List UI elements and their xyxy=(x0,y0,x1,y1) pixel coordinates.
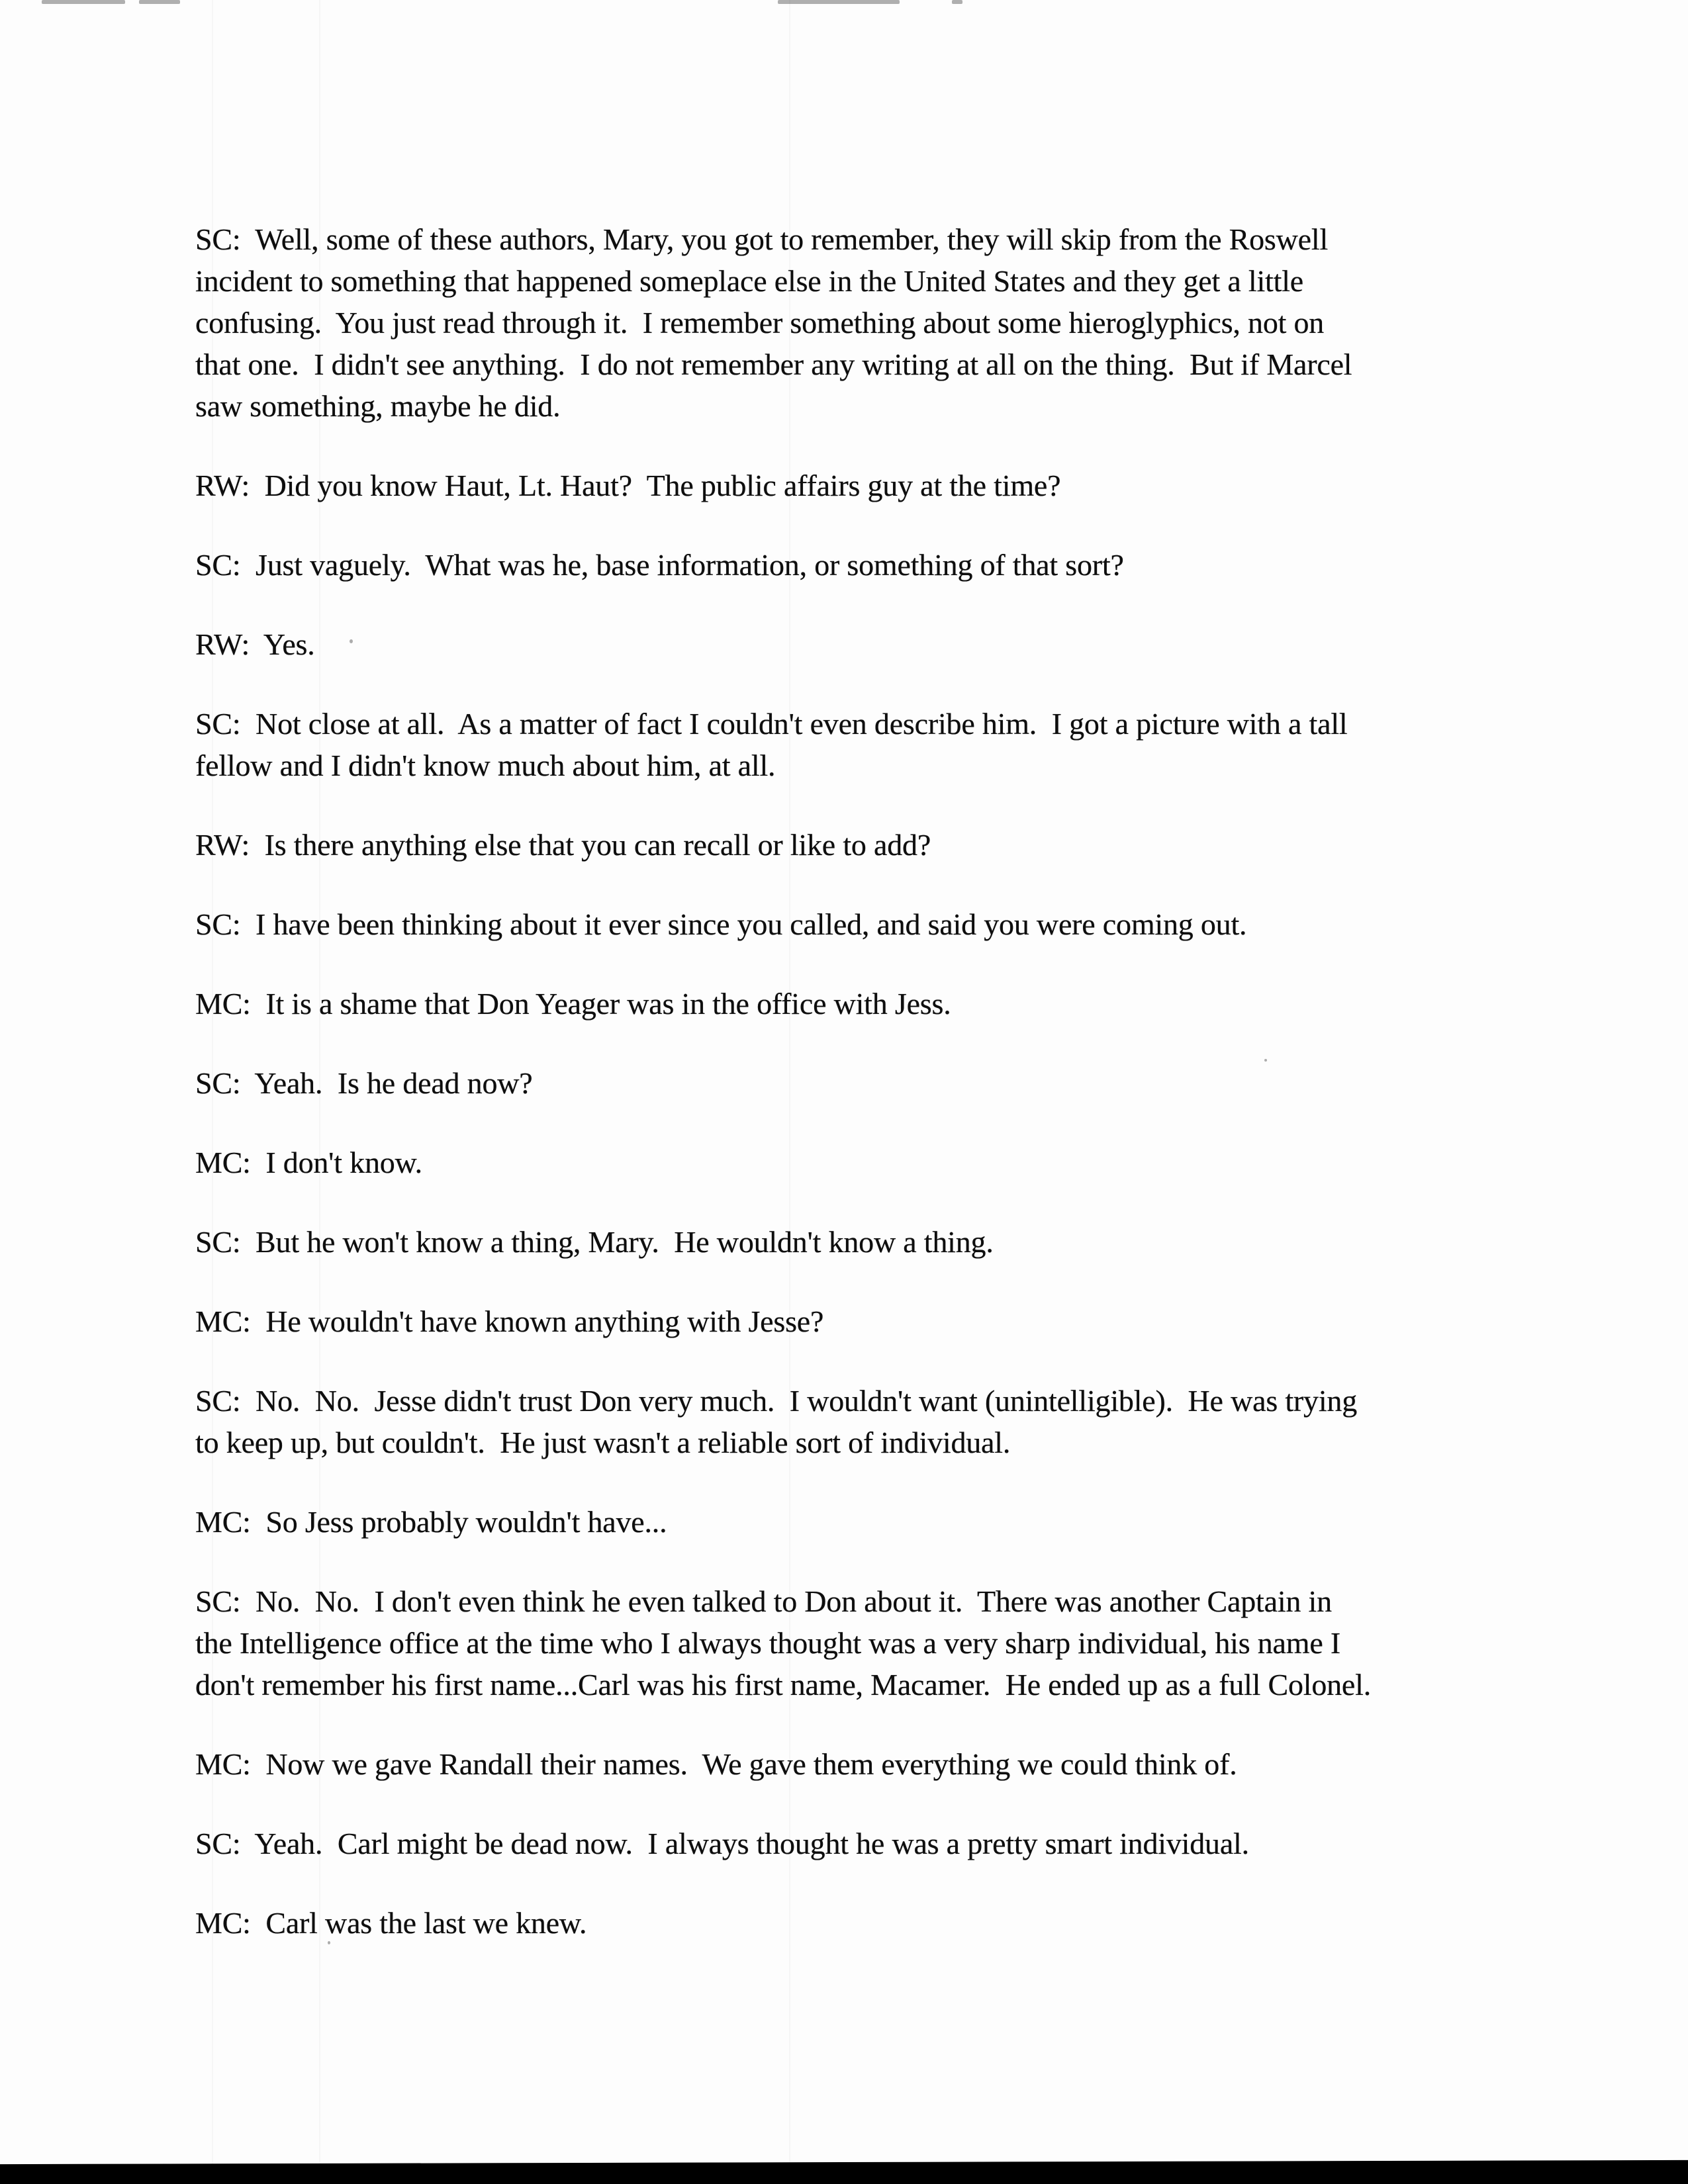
transcript-line: fellow and I didn't know much about him, at all. xyxy=(195,749,776,782)
transcript-line: MC: He wouldn't have known anything with Jesse? xyxy=(195,1304,824,1338)
transcript-line: MC: Carl was the last we knew. xyxy=(195,1906,587,1940)
transcript-line: that one. I didn't see anything. I do not remember any writing at all on the thing. But if Marcel xyxy=(195,347,1352,381)
transcript-turn xyxy=(195,1221,1569,1263)
transcript-line: SC: But he won't know a thing, Mary. He wouldn't know a thing. xyxy=(195,1225,994,1259)
transcript-turn xyxy=(195,1380,1569,1463)
transcript-line: SC: Yeah. Carl might be dead now. I always thought he was a pretty smart individual. xyxy=(195,1827,1249,1860)
transcript-line: SC: No. No. Jesse didn't trust Don very much. I wouldn't want (unintelligible). He was trying xyxy=(195,1384,1357,1418)
transcript-turn xyxy=(195,1501,1569,1543)
transcript-line: to keep up, but couldn't. He just wasn't a reliable sort of individual. xyxy=(195,1426,1011,1459)
transcript-line: RW: Did you know Haut, Lt. Haut? The public affairs guy at the time? xyxy=(195,469,1061,502)
transcript-line: SC: Not close at all. As a matter of fact I couldn't even describe him. I got a picture with a tall xyxy=(195,707,1348,741)
transcript-turn xyxy=(195,1580,1569,1706)
scan-bottom-bar-artifact xyxy=(0,2160,1688,2184)
transcript-turn xyxy=(195,1823,1569,1864)
transcript-turn xyxy=(195,1062,1569,1104)
transcript-line: MC: I don't know. xyxy=(195,1146,422,1179)
transcript-turn xyxy=(195,544,1569,586)
transcript-line: saw something, maybe he did. xyxy=(195,389,561,423)
transcript-line: don't remember his first name...Carl was his first name, Macamer. He ended up as a full Colonel. xyxy=(195,1668,1372,1702)
transcript-line: RW: Yes. xyxy=(195,627,315,661)
transcript-line: SC: I have been thinking about it ever since you called, and said you were coming out. xyxy=(195,907,1247,941)
transcript-turn xyxy=(195,703,1569,786)
interview-transcript xyxy=(195,218,1569,1981)
transcript-turn xyxy=(195,1902,1569,1944)
transcript-line: SC: Yeah. Is he dead now? xyxy=(195,1066,533,1100)
transcript-line: incident to something that happened someplace else in the United States and they get a little xyxy=(195,264,1303,298)
transcript-turn xyxy=(195,465,1569,506)
transcript-line: RW: Is there anything else that you can recall or like to add? xyxy=(195,828,931,862)
scan-noise-dash xyxy=(42,0,125,4)
transcript-turn xyxy=(195,623,1569,665)
transcript-line: MC: So Jess probably wouldn't have... xyxy=(195,1505,667,1539)
transcript-line: MC: It is a shame that Don Yeager was in the office with Jess. xyxy=(195,987,951,1021)
scan-noise-dash xyxy=(952,0,962,4)
transcript-line: SC: No. No. I don't even think he even talked to Don about it. There was another Captain in xyxy=(195,1584,1332,1618)
transcript-line: SC: Just vaguely. What was he, base information, or something of that sort? xyxy=(195,548,1124,582)
transcript-turn xyxy=(195,1743,1569,1785)
transcript-line: MC: Now we gave Randall their names. We gave them everything we could think of. xyxy=(195,1747,1237,1781)
transcript-turn xyxy=(195,1300,1569,1342)
scan-noise-dash xyxy=(139,0,180,4)
transcript-line: SC: Well, some of these authors, Mary, you got to remember, they will skip from the Roswell xyxy=(195,222,1329,256)
transcript-line: the Intelligence office at the time who I always thought was a very sharp individual, his name I xyxy=(195,1626,1340,1660)
transcript-line: confusing. You just read through it. I remember something about some hieroglyphics, not on xyxy=(195,306,1325,340)
transcript-turn xyxy=(195,903,1569,945)
transcript-turn xyxy=(195,824,1569,866)
scan-noise-dash xyxy=(778,0,900,4)
transcript-turn xyxy=(195,983,1569,1024)
transcript-turn xyxy=(195,1142,1569,1183)
transcript-turn xyxy=(195,218,1569,427)
